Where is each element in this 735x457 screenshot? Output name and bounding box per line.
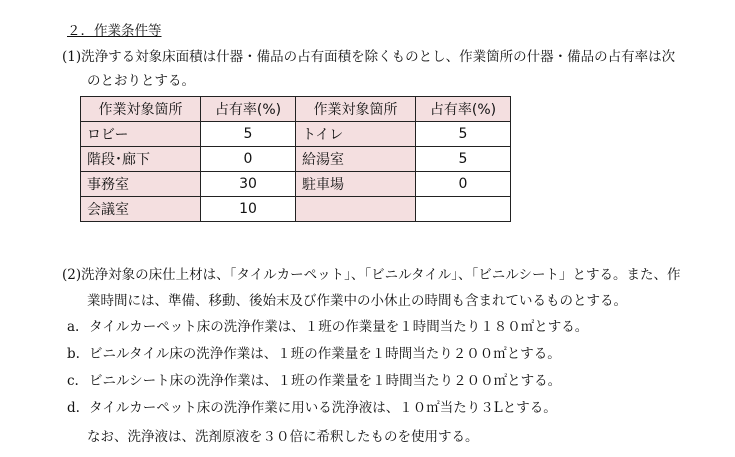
occupancy-value-cell: 5 (416, 122, 511, 147)
occupancy-value-cell: 0 (416, 172, 511, 197)
list-item (67, 345, 561, 363)
occupancy-table (80, 96, 511, 222)
area-name-cell: ロビー (81, 122, 201, 147)
list-item-text: ビニルシート床の洗浄作業は、１班の作業量を１時間当たり２００㎡とする。 (89, 373, 562, 389)
occupancy-value-cell: 5 (201, 122, 296, 147)
paragraph-1-line-2: のとおりとする。 (87, 73, 195, 89)
header-cell: 作業対象箇所 (81, 97, 201, 122)
occupancy-value-cell: 0 (201, 147, 296, 172)
area-name-cell (296, 197, 416, 222)
note-line: なお、洗浄液は、洗剤原液を３０倍に希釈したものを使用する。 (87, 429, 479, 445)
header-cell: 占有率(%) (201, 97, 296, 122)
table-row (81, 122, 511, 147)
header-cell: 占有率(%) (416, 97, 511, 122)
section-heading: ２．作業条件等 (67, 23, 162, 39)
list-item-text: タイルカーペット床の洗浄作業は、１班の作業量を１時間当たり１８０㎡とする。 (89, 319, 589, 335)
area-name-cell: 階段･廊下 (81, 147, 201, 172)
list-item-label: a. (67, 319, 80, 335)
paragraph-2-line-2: 業時間には、準備、移動、後始末及び作業中の小休止の時間も含まれているものとする。 (87, 293, 627, 309)
paragraph-2-line-1: (2)洗浄対象の床仕上材は、「タイルカーペット」、「ビニルタイル」、「ビニルシート」とする。また、作 (62, 267, 681, 283)
list-item-text: タイルカーペット床の洗浄作業に用いる洗浄液は、１０㎡当たり３Lとする。 (89, 400, 557, 416)
area-name-cell: トイレ (296, 122, 416, 147)
list-item (67, 399, 557, 417)
list-item-text: ビニルタイル床の洗浄作業は、１班の作業量を１時間当たり２００㎡とする。 (89, 346, 561, 362)
paragraph-1-line-1: (1)洗浄する対象床面積は什器・備品の占有面積を除くものとし、作業箇所の什器・備品の占有率は次 (62, 49, 676, 65)
list-item-label: b. (67, 346, 80, 362)
list-item-label: c. (67, 373, 79, 389)
table-header-row (81, 97, 511, 122)
occupancy-value-cell: 10 (201, 197, 296, 222)
table-row (81, 197, 511, 222)
header-cell: 作業対象箇所 (296, 97, 416, 122)
area-name-cell: 給湯室 (296, 147, 416, 172)
occupancy-value-cell (416, 197, 511, 222)
occupancy-value-cell: 30 (201, 172, 296, 197)
occupancy-value-cell: 5 (416, 147, 511, 172)
table-row (81, 147, 511, 172)
area-name-cell: 事務室 (81, 172, 201, 197)
area-name-cell: 会議室 (81, 197, 201, 222)
list-item (67, 318, 588, 336)
area-name-cell: 駐車場 (296, 172, 416, 197)
list-item (67, 372, 561, 390)
table-row (81, 172, 511, 197)
list-item-label: d. (67, 400, 80, 416)
